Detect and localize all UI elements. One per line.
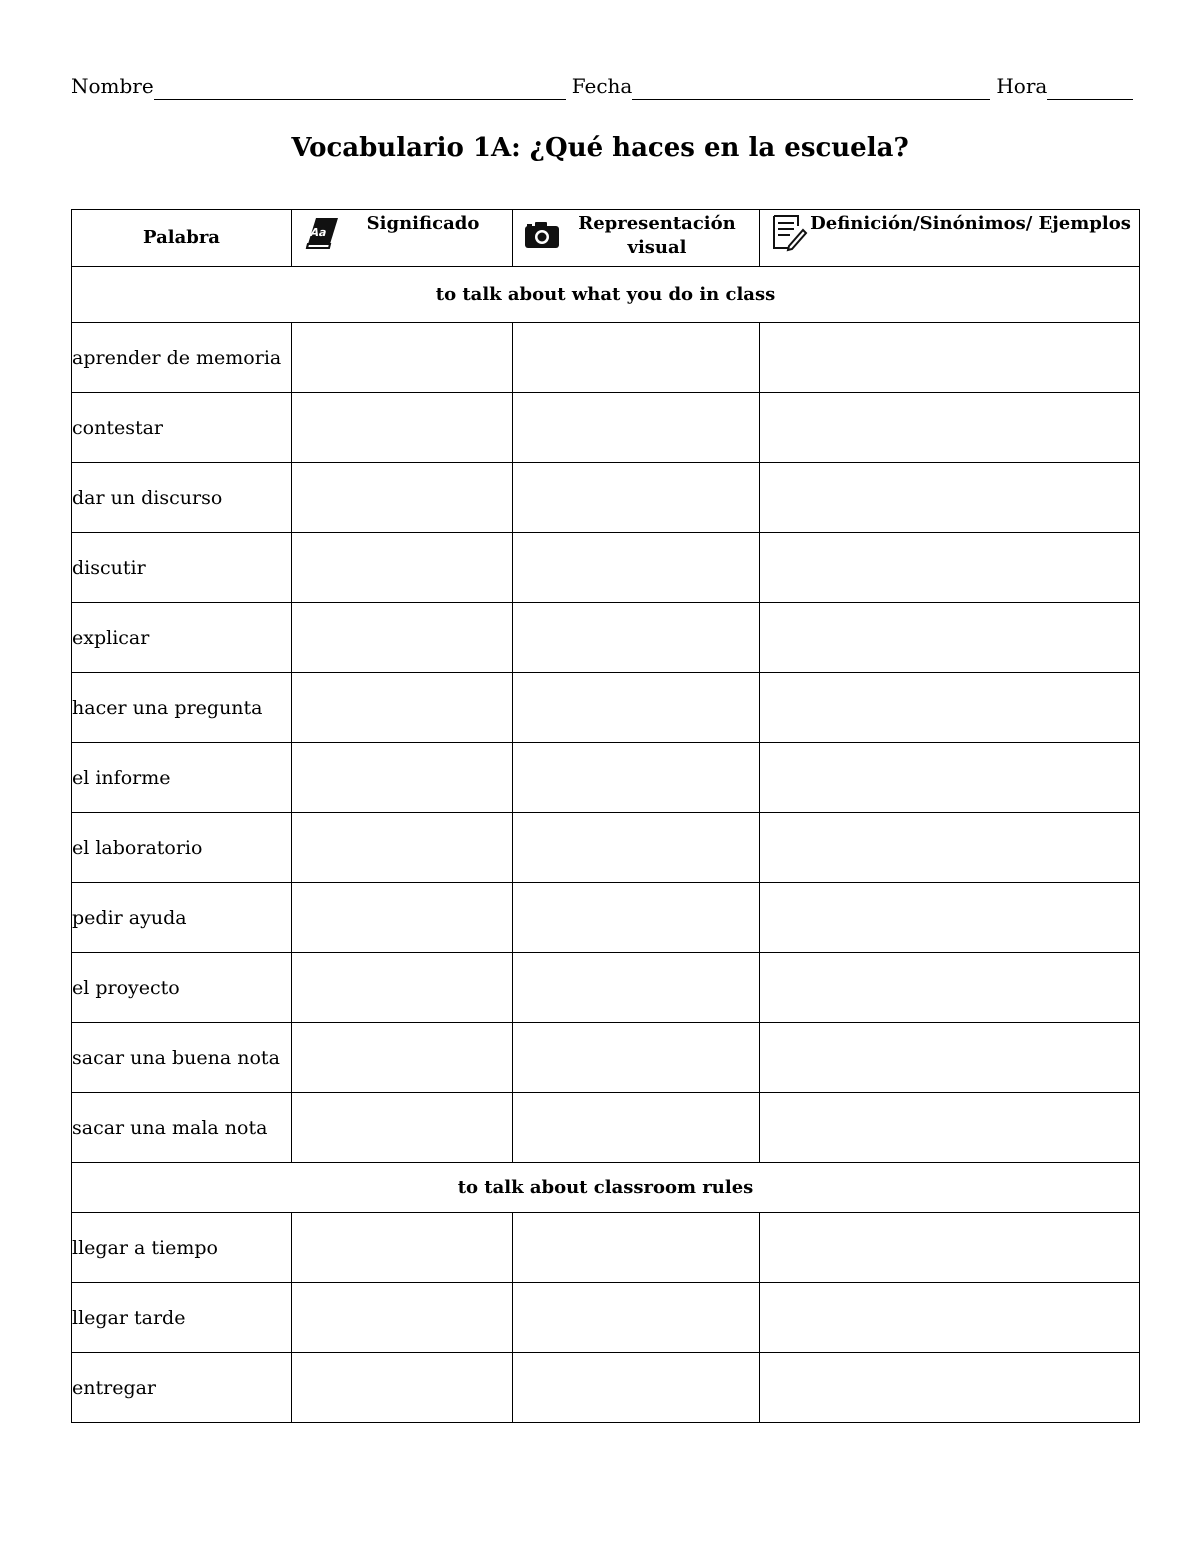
- camera-icon: [523, 212, 563, 252]
- definition-cell[interactable]: [760, 533, 1140, 603]
- definition-cell[interactable]: [760, 1023, 1140, 1093]
- table-row: [72, 603, 1140, 673]
- visual-cell[interactable]: [513, 1283, 760, 1353]
- table-row: [72, 393, 1140, 463]
- page-title: Vocabulario 1A: ¿Qué haces en la escuela?: [291, 133, 909, 163]
- meaning-cell[interactable]: [292, 533, 513, 603]
- date-field[interactable]: [632, 79, 990, 100]
- section-2: [72, 1163, 1140, 1423]
- visual-cell[interactable]: [513, 603, 760, 673]
- meaning-cell[interactable]: [292, 603, 513, 673]
- vocab-word: aprender de memoria: [72, 323, 292, 393]
- definition-cell[interactable]: [760, 883, 1140, 953]
- definition-cell[interactable]: [760, 743, 1140, 813]
- column-header-word-label: Palabra: [143, 227, 220, 248]
- student-info-line: [71, 72, 1131, 100]
- meaning-cell[interactable]: [292, 953, 513, 1023]
- visual-cell[interactable]: [513, 1093, 760, 1163]
- table-row: [72, 1283, 1140, 1353]
- svg-text:Aa: Aa: [308, 226, 329, 239]
- visual-cell[interactable]: [513, 953, 760, 1023]
- meaning-cell[interactable]: [292, 1093, 513, 1163]
- meaning-cell[interactable]: [292, 393, 513, 463]
- table-row: [72, 1353, 1140, 1423]
- definition-cell[interactable]: [760, 323, 1140, 393]
- column-header-word: [72, 210, 292, 267]
- definition-cell[interactable]: [760, 1093, 1140, 1163]
- vocab-word: discutir: [72, 533, 292, 603]
- visual-cell[interactable]: [513, 813, 760, 883]
- definition-cell[interactable]: [760, 673, 1140, 743]
- definition-cell[interactable]: [760, 1283, 1140, 1353]
- notepad-pencil-icon: [770, 212, 810, 252]
- meaning-cell[interactable]: [292, 1023, 513, 1093]
- meaning-cell[interactable]: [292, 813, 513, 883]
- table-row: [72, 1213, 1140, 1283]
- definition-cell[interactable]: [760, 813, 1140, 883]
- visual-cell[interactable]: [513, 533, 760, 603]
- table-row: [72, 883, 1140, 953]
- meaning-cell[interactable]: [292, 883, 513, 953]
- visual-cell[interactable]: [513, 1353, 760, 1423]
- dictionary-book-icon: [302, 212, 342, 252]
- definition-cell[interactable]: [760, 393, 1140, 463]
- meaning-cell[interactable]: [292, 1353, 513, 1423]
- meaning-cell[interactable]: [292, 463, 513, 533]
- vocab-word: entregar: [72, 1353, 292, 1423]
- section-heading: to talk about classroom rules: [72, 1163, 1140, 1213]
- column-header-meaning: [292, 210, 513, 267]
- visual-cell[interactable]: [513, 393, 760, 463]
- meaning-cell[interactable]: [292, 743, 513, 813]
- column-header-definition-label: Definición/Sinónimos/ Ejemplos: [810, 213, 1131, 234]
- meaning-cell[interactable]: [292, 673, 513, 743]
- visual-cell[interactable]: [513, 883, 760, 953]
- vocab-word: contestar: [72, 393, 292, 463]
- visual-cell[interactable]: [513, 673, 760, 743]
- visual-cell[interactable]: [513, 463, 760, 533]
- table-row: [72, 953, 1140, 1023]
- definition-cell[interactable]: [760, 953, 1140, 1023]
- visual-cell[interactable]: [513, 323, 760, 393]
- meaning-cell[interactable]: [292, 323, 513, 393]
- definition-cell[interactable]: [760, 603, 1140, 673]
- vocab-word: llegar a tiempo: [72, 1213, 292, 1283]
- table-row: [72, 463, 1140, 533]
- meaning-cell[interactable]: [292, 1213, 513, 1283]
- name-field[interactable]: [154, 79, 566, 100]
- visual-cell[interactable]: [513, 743, 760, 813]
- table-row: [72, 1093, 1140, 1163]
- vocab-word: llegar tarde: [72, 1283, 292, 1353]
- section-heading-row: [72, 1163, 1140, 1213]
- column-header-visual-label: Representación visual: [578, 213, 736, 258]
- table-row: [72, 1023, 1140, 1093]
- column-header-definition: [760, 210, 1140, 267]
- vocab-word: pedir ayuda: [72, 883, 292, 953]
- vocab-word: el proyecto: [72, 953, 292, 1023]
- header-row: [72, 210, 1140, 267]
- vocab-word: explicar: [72, 603, 292, 673]
- definition-cell[interactable]: [760, 463, 1140, 533]
- column-header-meaning-label: Significado: [366, 213, 480, 234]
- table-row: [72, 813, 1140, 883]
- vocab-word: hacer una pregunta: [72, 673, 292, 743]
- visual-cell[interactable]: [513, 1023, 760, 1093]
- vocab-word: el informe: [72, 743, 292, 813]
- name-label: Nombre: [71, 74, 154, 98]
- section-heading: to talk about what you do in class: [72, 267, 1140, 323]
- vocab-word: sacar una mala nota: [72, 1093, 292, 1163]
- definition-cell[interactable]: [760, 1213, 1140, 1283]
- column-header-visual: [513, 210, 760, 267]
- table-row: [72, 743, 1140, 813]
- visual-cell[interactable]: [513, 1213, 760, 1283]
- period-field[interactable]: [1047, 79, 1133, 100]
- table-row: [72, 533, 1140, 603]
- section-1: [72, 267, 1140, 1163]
- vocab-word: dar un discurso: [72, 463, 292, 533]
- vocab-word: sacar una buena nota: [72, 1023, 292, 1093]
- vocabulary-table: [71, 209, 1140, 1423]
- table-row: [72, 673, 1140, 743]
- period-label: Hora: [996, 74, 1048, 98]
- section-heading-row: [72, 267, 1140, 323]
- definition-cell[interactable]: [760, 1353, 1140, 1423]
- vocab-word: el laboratorio: [72, 813, 292, 883]
- date-label: Fecha: [571, 74, 633, 98]
- meaning-cell[interactable]: [292, 1283, 513, 1353]
- table-row: [72, 323, 1140, 393]
